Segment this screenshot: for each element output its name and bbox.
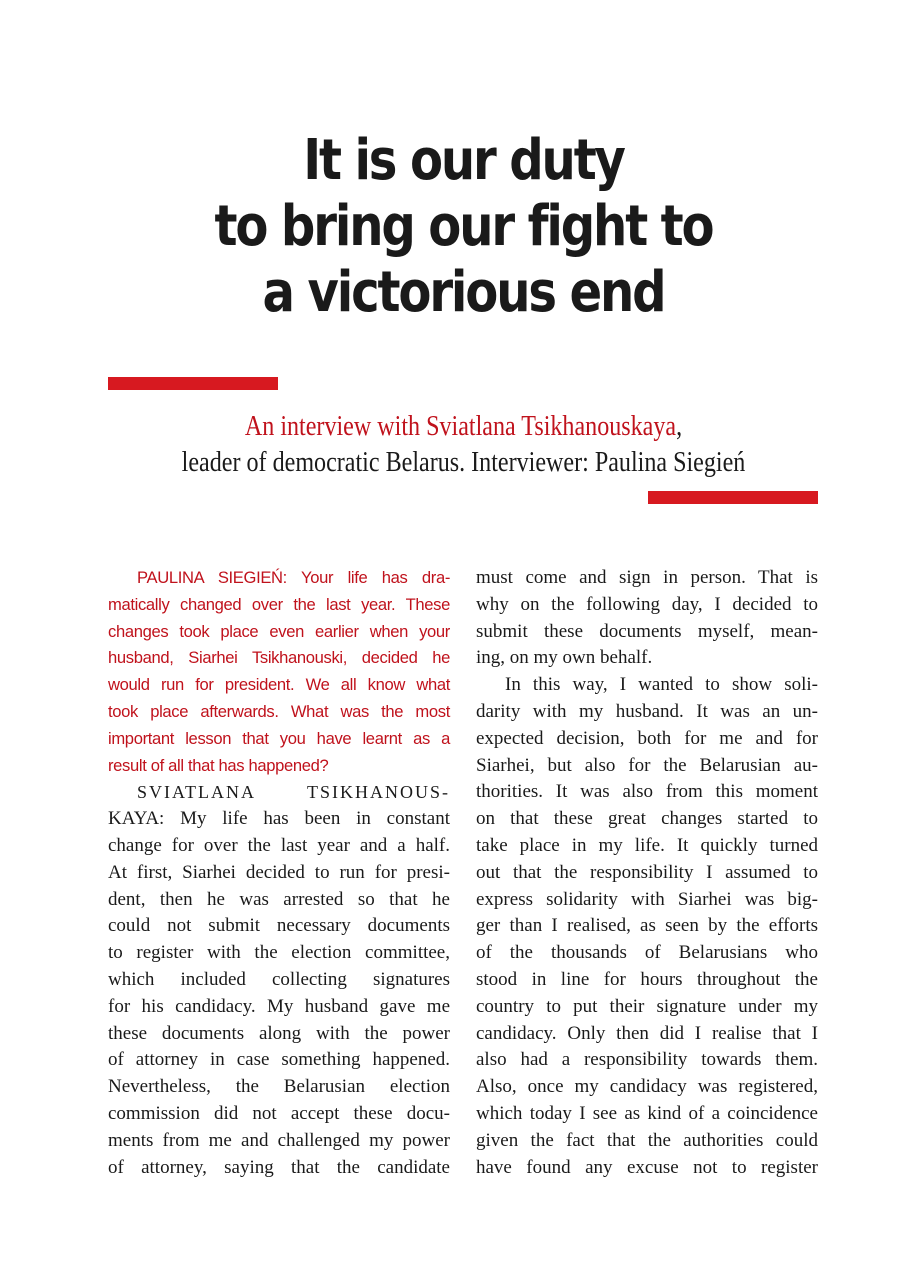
- answer-line: SVIATLANA TSIKHANOUS-: [137, 782, 450, 803]
- answer-line: which included collecting signatures: [108, 968, 450, 990]
- answer-line: of attorney, saying that the candidate: [108, 1156, 450, 1178]
- answer-line: dent, then he was arrested so that he: [108, 888, 450, 910]
- question-line: result of all that has happened?: [108, 755, 329, 775]
- question-line: husband, Siarhei Tsikhanouski, decided he: [108, 648, 450, 668]
- title-line-3: a victorious end: [262, 260, 665, 325]
- title-line-2: to bring our fight to: [214, 194, 713, 259]
- body-line: on that these great changes started to: [476, 808, 818, 830]
- subtitle-line-2: leader of democratic Belarus. Interviewer: Paulina Siegień: [181, 447, 746, 478]
- answer-line: Nevertheless, the Belarusian election: [108, 1076, 450, 1098]
- body-line: darity with my husband. It was an un-: [476, 700, 818, 722]
- title-line-1: It is our duty: [303, 128, 624, 193]
- body-line: candidacy. Only then did I realise that I: [476, 1022, 818, 1044]
- question-line: matically changed over the last year. These: [108, 594, 450, 614]
- answer-line: change for over the last year and a half.: [108, 834, 450, 856]
- body-line: Siarhei, but also for the Belarusian au-: [476, 754, 818, 776]
- question-line: PAULINA SIEGIEŃ: Your life has dra-: [137, 568, 450, 587]
- question-line: changes took place even earlier when your: [108, 621, 450, 641]
- text-column-left: [108, 565, 450, 1181]
- accent-bar-right: [648, 491, 818, 504]
- answer-line: ments from me and challenged my power: [108, 1129, 450, 1151]
- text-column-right: [476, 565, 818, 1181]
- question-line: took place afterwards. What was the most: [108, 701, 450, 721]
- answer-line: KAYA: My life has been in constant: [108, 808, 450, 830]
- subtitle-interviewee: An interview with Sviatlana Tsikhanouskaya: [244, 411, 677, 442]
- body-line: submit these documents myself, mean-: [476, 620, 818, 642]
- body-line: of the thousands of Belarusians who: [476, 942, 818, 964]
- body-line: out that the responsibility I assumed to: [476, 861, 818, 883]
- answer-line: of attorney in case something happened.: [108, 1049, 450, 1071]
- answer-line: to register with the election committee,: [108, 942, 450, 964]
- accent-bar-left: [108, 377, 278, 390]
- question-line: important lesson that you have learnt as a: [108, 728, 450, 748]
- body-line: ger than I realised, as seen by the efforts: [476, 915, 818, 937]
- question-line: would run for president. We all know what: [108, 675, 450, 695]
- body-line: country to put their signature under my: [476, 995, 818, 1017]
- body-line: express solidarity with Siarhei was big-: [476, 888, 818, 910]
- subtitle-comma: ,: [676, 411, 683, 442]
- answer-line: these documents along with the power: [108, 1022, 450, 1044]
- subtitle-line-1: [151, 409, 776, 445]
- article-subtitle: [151, 409, 776, 481]
- answer-line: At first, Siarhei decided to run for presi-: [108, 861, 450, 883]
- body-line: In this way, I wanted to show soli-: [505, 674, 818, 696]
- body-line: take place in my life. It quickly turned: [476, 834, 818, 856]
- body-line: why on the following day, I decided to: [476, 593, 818, 615]
- body-line: expected decision, both for me and for: [476, 727, 818, 749]
- answer-line: could not submit necessary documents: [108, 915, 450, 937]
- body-line: given the fact that the authorities could: [476, 1129, 818, 1151]
- body-line: also had a responsibility towards them.: [476, 1049, 818, 1071]
- body-line: thorities. It was also from this moment: [476, 781, 818, 803]
- article-title: [151, 128, 776, 326]
- body-line: have found any excuse not to register: [476, 1156, 818, 1178]
- answer-line: commission did not accept these docu-: [108, 1102, 450, 1124]
- body-line: Also, once my candidacy was registered,: [476, 1076, 818, 1098]
- body-line: which today I see as kind of a coincidence: [476, 1102, 818, 1124]
- body-line: stood in line for hours throughout the: [476, 968, 818, 990]
- answer-line: for his candidacy. My husband gave me: [108, 995, 450, 1017]
- body-line: must come and sign in person. That is: [476, 567, 818, 588]
- body-line: ing, on my own behalf.: [476, 647, 653, 669]
